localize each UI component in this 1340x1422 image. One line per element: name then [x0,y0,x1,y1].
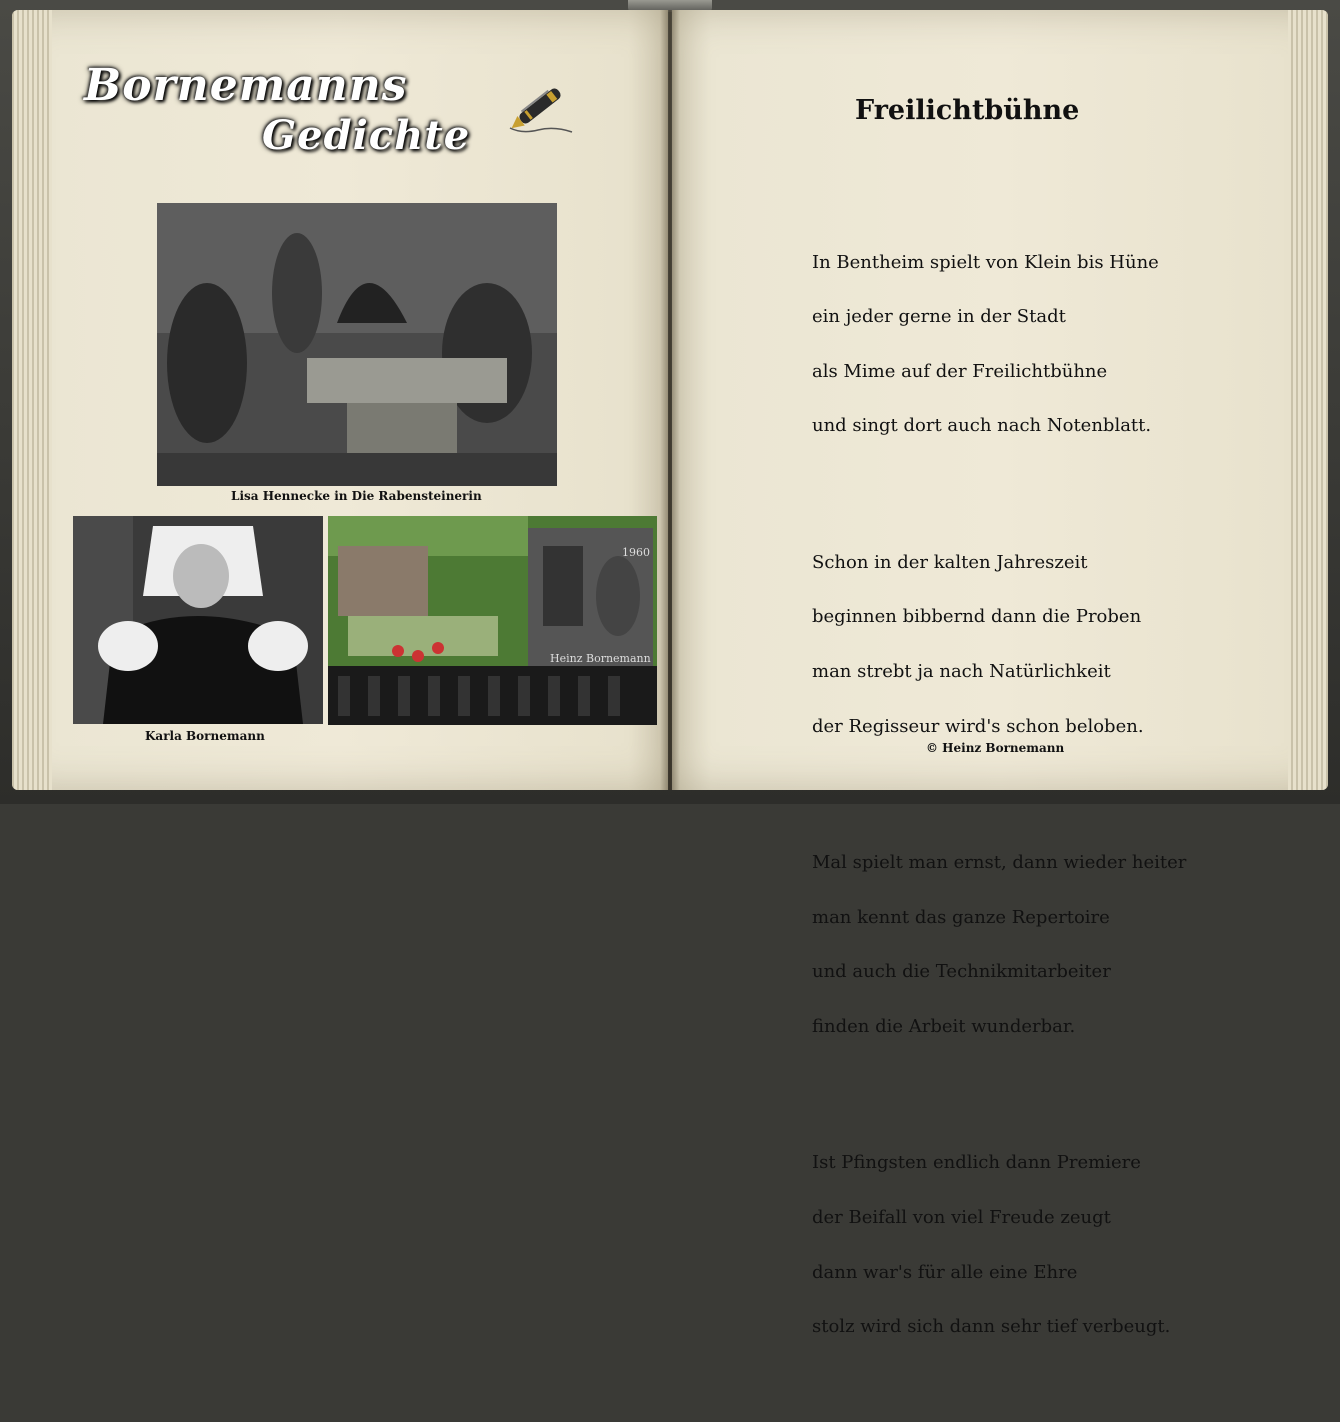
poem-line: Schon in der kalten Jahreszeit [812,551,1088,573]
poem-line: als Mime auf der Freilichtbühne [812,360,1108,382]
poem-line: und auch die Technikmitarbeiter [812,961,1111,983]
poem-line: stolz wird sich dann sehr tief verbeugt. [812,1316,1171,1338]
poem-stanza [812,822,1242,1068]
poem-line: beginnen bibbernd dann die Proben [812,606,1142,628]
poem-line: man kennt das ganze Repertoire [812,906,1110,928]
poem-line: In Bentheim spielt von Klein bis Hüne [812,251,1159,273]
right-page-edges [1288,10,1328,790]
poem-line: der Regisseur wird's schon beloben. [812,715,1144,737]
poem-line: Mal spielt man ernst, dann wieder heiter [812,852,1187,874]
photo3-credit: Heinz Bornemann [550,652,651,665]
photo-theater-scene-art [157,203,557,486]
photo2-caption: Karla Bornemann [145,729,265,743]
photo3-year: 1960 [622,546,650,559]
copyright-notice: © Heinz Bornemann [926,741,1065,755]
poem-line: dann war's für alle eine Ehre [812,1261,1078,1283]
poem-line: finden die Arbeit wunderbar. [812,1015,1076,1037]
poem-stanza [812,522,1242,768]
photo-stage-collage [328,516,657,725]
left-page-edges [12,10,52,790]
logo-line1: Bornemanns [84,60,408,111]
poem-line: ein jeder gerne in der Stadt [812,306,1066,328]
photo-theater-scene [157,203,557,486]
book-spine [660,10,680,790]
poem-body [812,194,1242,1422]
photo1-caption: Lisa Hennecke in Die Rabensteinerin [231,489,482,503]
photo-karla-portrait [73,516,323,724]
poem-line: Ist Pfingsten endlich dann Premiere [812,1152,1141,1174]
photo-karla-portrait-art [73,516,323,724]
poem-line: man strebt ja nach Natürlichkeit [812,661,1111,683]
poem-line: und singt dort auch nach Notenblatt. [812,415,1152,437]
logo-line2: Gedichte [262,112,471,159]
poem-line: der Beifall von viel Freude zeugt [812,1206,1111,1228]
poem-stanza [812,1122,1242,1368]
poem-title: Freilichtbühne [855,95,1080,126]
photo-stage-collage-art [328,516,657,725]
fountain-pen-icon [502,76,578,138]
poem-stanza [812,221,1242,467]
